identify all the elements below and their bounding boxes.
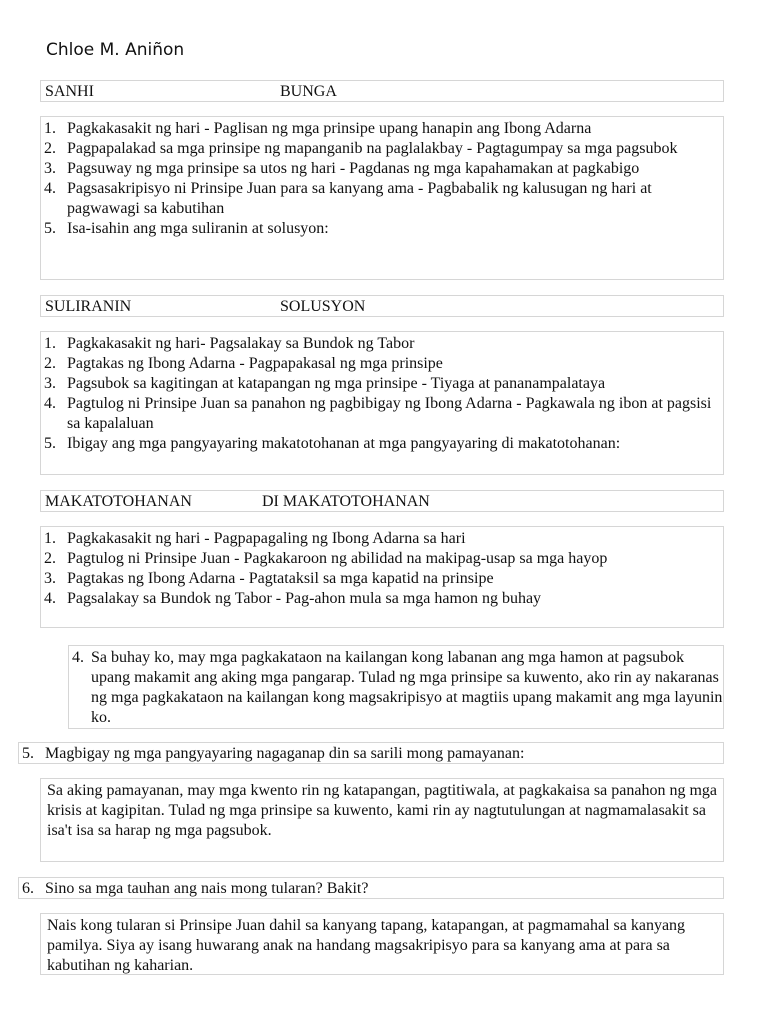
answer-6-box [40,913,724,975]
header-bunga: BUNGA [280,83,337,100]
list-number: 2. [44,140,56,157]
header-di-makatotohanan: DI MAKATOTOHANAN [262,493,430,510]
list-item [69,648,723,728]
list-text: Pagtulog ni Prinsipe Juan sa panahon ng pagbibigay ng Ibong Adarna - Pagkawala ng ibon at pagsisi sa kapalaluan [67,395,712,432]
list-text: Pagsasakripisyo ni Prinsipe Juan para sa kanyang ama - Pagbabalik ng kalusugan ng hari at pagwawagi sa kabutihan [67,180,652,217]
suliranin-solusyon-header [40,295,724,317]
list-number: 1. [44,120,56,137]
list-number: 6. [22,880,34,897]
question-6-box [18,877,724,899]
list-item [41,179,723,219]
list-number: 3. [44,375,56,392]
list-item [41,569,723,589]
list-text: Pagtakas ng Ibong Adarna - Pagpapakasal ng mga prinsipe [67,355,443,372]
list-number: 1. [44,335,56,352]
list-text: Pagkakasakit ng hari- Pagsalakay sa Bundok ng Tabor [67,335,415,352]
list-item [41,334,723,354]
list-number: 4. [44,180,56,197]
list-text: Pagpapalakad sa mga prinsipe ng mapanganib na paglalakbay - Pagtagumpay sa mga pagsubok [67,140,678,157]
list-number: 3. [44,160,56,177]
header-sanhi: SANHI [45,83,94,100]
list-text: Pagsubok sa kagitingan at katapangan ng mga prinsipe - Tiyaga at pananampalataya [67,375,606,392]
sanhi-bunga-header [40,80,724,102]
list-item [19,743,723,764]
question-5-box [18,742,724,764]
list-item [41,159,723,179]
makatotohanan-list [40,526,724,628]
author-name: Chloe M. Aniñon [46,40,185,60]
answer-5-box [40,778,724,862]
suliranin-solusyon-list [40,331,724,475]
list-item [41,589,723,609]
list-number: 2. [44,355,56,372]
list-text: Pagsalakay sa Bundok ng Tabor - Pag-ahon mula sa mga hamon ng buhay [67,590,542,607]
list-item [41,529,723,549]
list-number: 5. [44,435,56,452]
list-number: 4. [44,395,56,412]
list-item [41,119,723,139]
list-number: 5. [22,745,34,762]
question-5-text: Magbigay ng mga pangyayaring nagaganap din sa sarili mong pamayanan: [45,745,525,762]
list-text: Pagkakasakit ng hari - Pagpapagaling ng Ibong Adarna sa hari [67,530,466,547]
list-item [41,434,723,454]
list-item [41,374,723,394]
answer-5-text: Sa aking pamayanan, may mga kwento rin ng katapangan, pagtitiwala, at pagkakaisa sa panahon ng mga krisis at kagipitan. Tulad ng mga prinsipe sa kuwento, kami rin ay nagtutulungan at nagmamalasakit sa isa't isa sa harap ng mga pagsubok. [47,782,718,839]
answer-4-box [68,645,724,729]
list-item [41,139,723,159]
list-text: Pagtulog ni Prinsipe Juan - Pagkakaroon ng abilidad na makipag-usap sa mga hayop [67,550,608,567]
list-item [41,394,723,434]
list-item [41,549,723,569]
list-text: Pagkakasakit ng hari - Paglisan ng mga prinsipe upang hanapin ang Ibong Adarna [67,120,592,137]
answer-4-text: Sa buhay ko, may mga pagkakataon na kailangan kong labanan ang mga hamon at pagsubok upang makamit ang aking mga pangarap. Tulad ng mga prinsipe sa kuwento, ako rin ay nakaranas ng mga pagkakataon na kailangan kong magsakripisyo at magtiis upang makamit ang mga layunin ko. [91,649,723,726]
question-6-text: Sino sa mga tauhan ang nais mong tularan? Bakit? [45,880,369,897]
list-number: 1. [44,530,56,547]
answer-6-text: Nais kong tularan si Prinsipe Juan dahil sa kanyang tapang, katapangan, at pagmamahal sa kanyang pamilya. Siya ay isang huwarang anak na handang magsakripisyo para sa kanyang ama at para sa kabutihan ng kaharian. [47,917,686,974]
header-suliranin: SULIRANIN [45,298,132,315]
header-makatotohanan: MAKATOTOHANAN [45,493,192,510]
list-number: 4. [72,649,84,666]
list-item [41,219,723,239]
list-number: 2. [44,550,56,567]
list-text: Pagtakas ng Ibong Adarna - Pagtataksil sa mga kapatid na prinsipe [67,570,494,587]
list-number: 3. [44,570,56,587]
list-item [19,878,723,899]
makatotohanan-header [40,490,724,512]
list-number: 4. [44,590,56,607]
list-item [41,354,723,374]
sanhi-bunga-list [40,116,724,280]
list-text: Isa-isahin ang mga suliranin at solusyon: [67,220,329,237]
list-text: Ibigay ang mga pangyayaring makatotohanan at mga pangyayaring di makatotohanan: [67,435,621,452]
header-solusyon: SOLUSYON [280,298,366,315]
list-text: Pagsuway ng mga prinsipe sa utos ng hari - Pagdanas ng mga kapahamakan at pagkabigo [67,160,640,177]
list-number: 5. [44,220,56,237]
